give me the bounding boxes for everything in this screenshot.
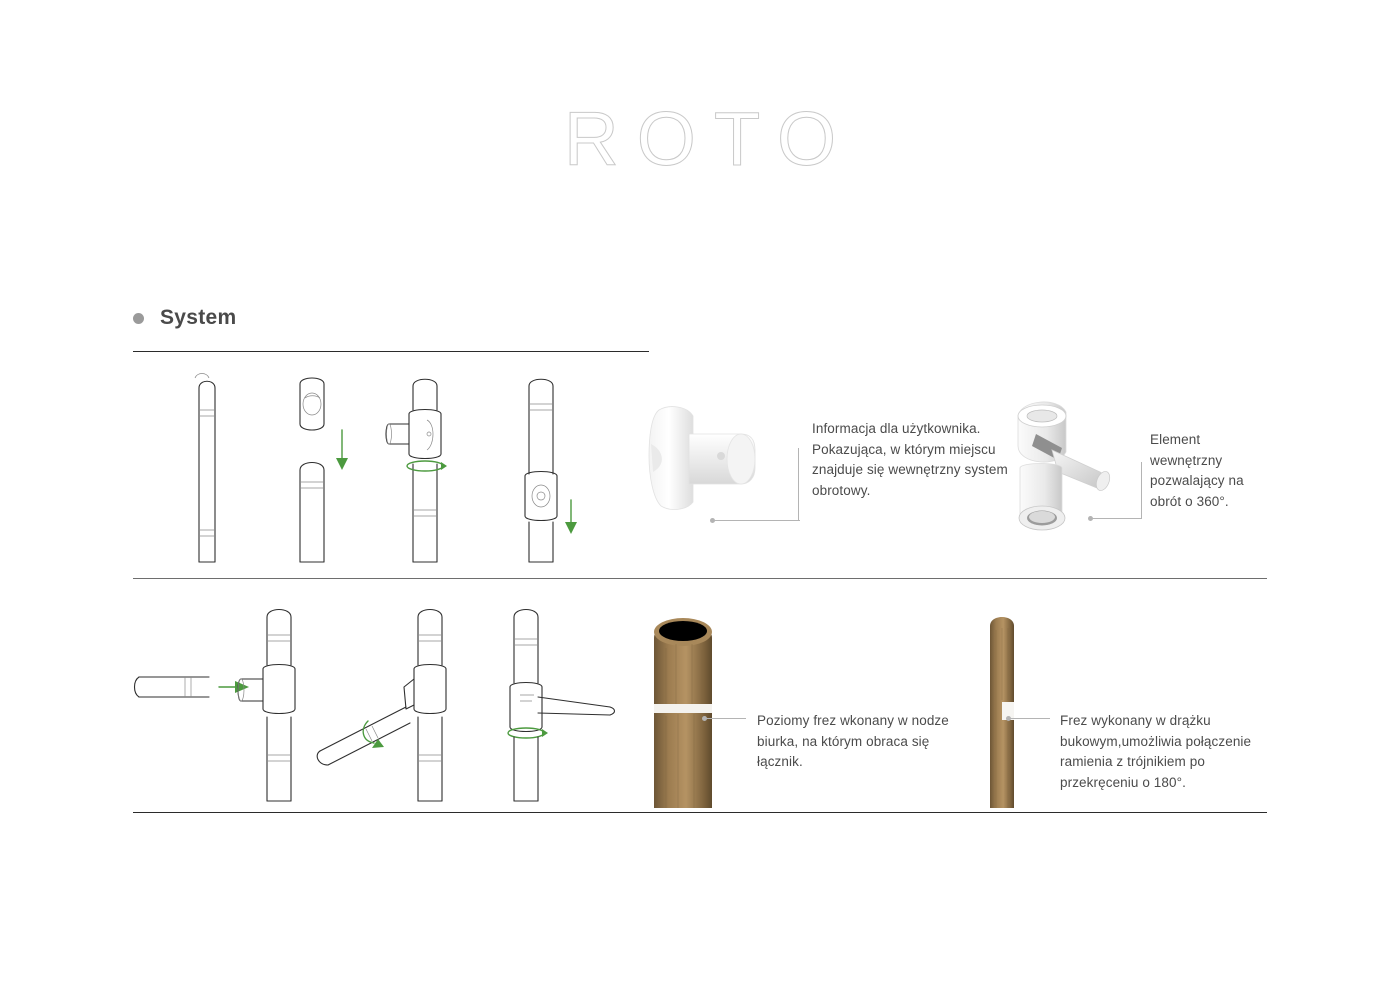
title-container <box>0 96 1400 183</box>
leader-dot-2 <box>1088 516 1093 521</box>
leader-dot-4 <box>1006 716 1011 721</box>
figure-step-pole-plain <box>175 370 245 570</box>
divider-section <box>133 351 649 352</box>
page-title: ROTO <box>563 97 855 182</box>
figure-photo-wood-rod-mill <box>980 608 1026 811</box>
leader-line-3 <box>706 718 746 719</box>
section-header <box>133 306 237 330</box>
callout-rod-mill: Frez wykonany w drążku bukowym,umożliwia połączenie ramienia z trójnikiem po przekręceniu o 180°. <box>1060 713 1252 790</box>
figure-render-inner-rotor <box>1000 390 1120 545</box>
figure-step-arm-insert <box>133 595 323 810</box>
leader-dot-3 <box>702 716 707 721</box>
leader-line-1 <box>714 520 800 521</box>
leader-dot-1 <box>710 518 715 523</box>
bullet-icon <box>133 313 144 324</box>
leader-line-1b <box>798 448 799 521</box>
divider-middle <box>133 578 1267 579</box>
callout-user-info: Informacja dla użytkownika. Pokazująca, w którym miejscu znajduje się wewnętrzny system obrotowy. <box>812 421 1008 498</box>
leader-line-2 <box>1092 518 1142 519</box>
divider-bottom <box>133 812 1267 813</box>
figure-step-tee-attached <box>385 370 485 570</box>
figure-step-arm-final <box>480 595 640 810</box>
leader-line-4 <box>1010 718 1050 719</box>
callout-inner-element: Element wewnętrzny pozwalający na obrót o 360°. <box>1150 432 1244 509</box>
figure-step-connector-slide <box>280 370 360 570</box>
section-title: System <box>160 306 237 329</box>
figure-step-assembled-pole <box>505 370 595 570</box>
figure-step-arm-rotate <box>310 595 500 810</box>
leader-line-2b <box>1141 462 1142 519</box>
figure-photo-wood-leg-mill <box>646 608 726 811</box>
callout-horizontal-mill: Poziomy frez wkonany w nodze biurka, na którym obraca się łącznik. <box>757 713 949 770</box>
figure-render-white-tee <box>645 398 775 528</box>
